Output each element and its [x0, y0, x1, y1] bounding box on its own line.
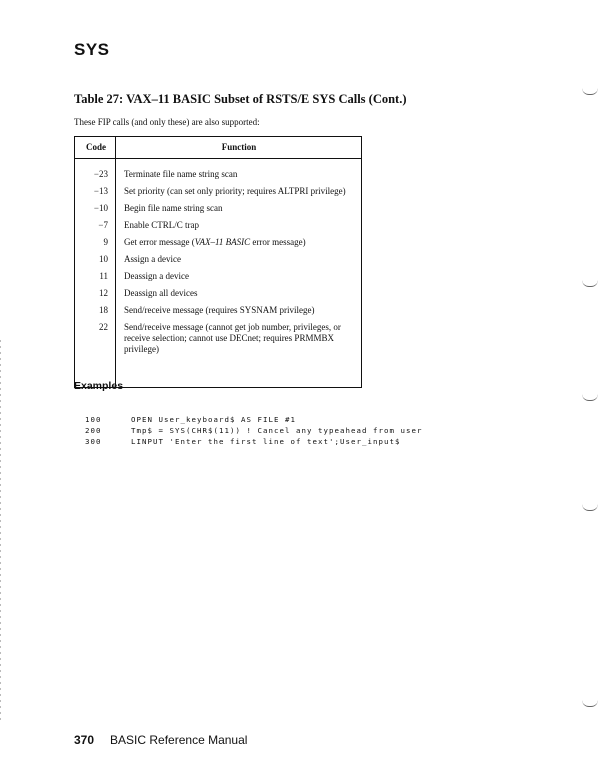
row-code: 11	[99, 271, 108, 281]
row-function: Terminate file name string scan	[124, 169, 238, 179]
manual-title: BASIC Reference Manual	[110, 733, 248, 747]
row-code: 22	[99, 322, 108, 332]
row-code: −13	[93, 186, 108, 196]
row-function: Deassign all devices	[124, 288, 198, 298]
row-function-text: error message)	[250, 237, 306, 247]
table-title: Table 27: VAX–11 BASIC Subset of RSTS/E SYS Calls (Cont.)	[74, 92, 407, 106]
row-function: Deassign a device	[124, 271, 189, 281]
function-column-header: Function	[221, 142, 257, 152]
row-function-emphasis: VAX–11 BASIC	[194, 237, 251, 247]
row-function: Send/receive message (requires SYSNAM privilege)	[124, 305, 315, 315]
row-code: 12	[99, 288, 108, 298]
code-text: LINPUT 'Enter the first line of text';User_input$	[131, 437, 401, 446]
row-code: −7	[98, 220, 108, 230]
line-number: 300	[85, 437, 102, 446]
binding-mark	[582, 394, 598, 401]
binding-mark	[582, 88, 598, 95]
row-function: Assign a device	[124, 254, 181, 264]
row-function-text: Get error message (	[124, 237, 195, 247]
row-code: −10	[93, 203, 108, 213]
intro-text: These FIP calls (and only these) are also supported:	[74, 117, 260, 127]
row-code: 9	[103, 237, 108, 247]
examples-header: Examples	[74, 380, 124, 392]
left-edge-marks	[0, 340, 1, 720]
row-function: Begin file name string scan	[124, 203, 223, 213]
table-header-row	[75, 137, 361, 159]
row-function: Set priority (can set only priority; requires ALTPRI privilege)	[124, 186, 346, 196]
column-divider	[115, 137, 116, 387]
row-code: 10	[99, 254, 108, 264]
section-header: SYS	[74, 40, 110, 59]
sys-calls-table	[74, 136, 362, 388]
row-function: Send/receive message (cannot get job number, privileges, or receive selection; cannot use DECnet; requires PRMMBX privilege)	[124, 322, 341, 354]
page-number: 370	[74, 733, 95, 747]
binding-mark	[582, 504, 598, 511]
binding-mark	[582, 700, 598, 707]
binding-mark	[582, 280, 598, 287]
code-column-header: Code	[86, 142, 106, 152]
code-example-line	[74, 428, 400, 446]
line-number: 200	[85, 426, 102, 435]
code-text: Tmp$ = SYS(CHR$(11)) ! Cancel any typeahead from user	[131, 426, 423, 435]
code-text: OPEN User_keyboard$ AS FILE #1	[131, 415, 296, 424]
row-function: Enable CTRL/C trap	[124, 220, 199, 230]
row-function	[124, 237, 355, 248]
line-number: 100	[85, 415, 102, 424]
row-code: −23	[93, 169, 108, 179]
page-footer	[74, 733, 247, 747]
row-code: 18	[99, 305, 108, 315]
